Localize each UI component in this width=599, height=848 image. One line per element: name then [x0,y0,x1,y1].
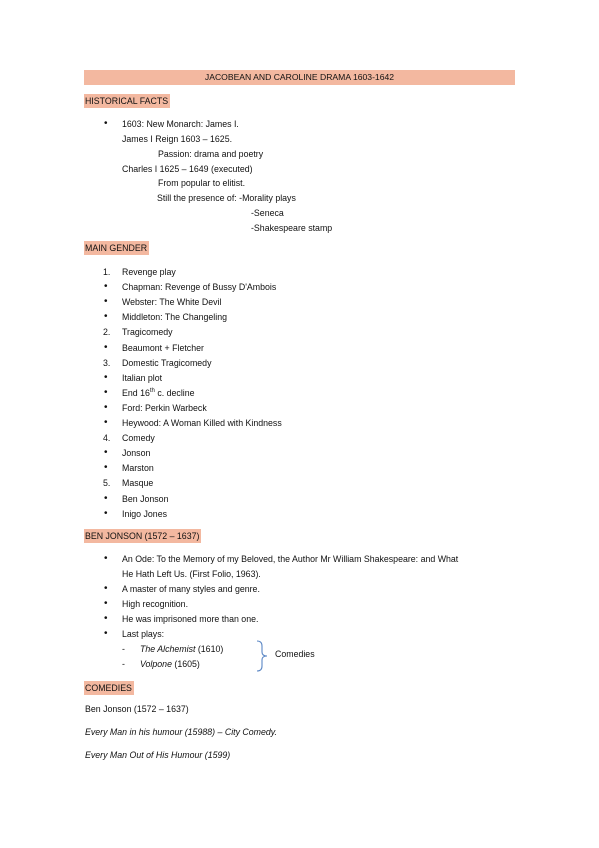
main-gender-item: Webster: The White Devil [122,297,222,307]
historical-line-1: 1603: New Monarch: James I. [122,119,239,129]
historical-line-6: Still the presence of: -Morality plays [157,193,296,203]
bullet-marker: • [104,553,108,564]
main-gender-item: Middleton: The Changeling [122,312,227,322]
main-gender-item: Chapman: Revenge of Bussy D'Ambois [122,282,277,292]
historical-facts-heading: HISTORICAL FACTS [85,96,169,106]
number-marker: 1. [103,267,111,277]
bullet-marker: • [104,342,108,353]
bullet-marker: • [104,508,108,519]
bullet-marker: • [104,628,108,639]
dash-marker: - [122,644,125,654]
bullet-marker: • [104,387,108,398]
historical-line-4: Charles I 1625 – 1649 (executed) [122,164,253,174]
comedies-label: Comedies [275,649,315,659]
bullet-marker: • [104,462,108,473]
jonson-point-2: A master of many styles and genre. [122,584,260,594]
bullet-marker: • [104,281,108,292]
jonson-point-1a: An Ode: To the Memory of my Beloved, the Author Mr William Shakespeare: and What [122,554,459,564]
comedies-line-2: Every Man in his humour (15988) – City Comedy. [85,727,277,737]
last-play-1: The Alchemist (1610) [140,644,224,654]
comedies-heading: COMEDIES [85,683,132,693]
main-gender-item: Marston [122,463,154,473]
jonson-point-3: High recognition. [122,599,189,609]
main-gender-item: Inigo Jones [122,509,167,519]
historical-line-8: -Shakespeare stamp [251,223,333,233]
jonson-point-4: He was imprisoned more than one. [122,614,259,624]
dash-marker: - [122,659,125,669]
number-marker: 5. [103,478,111,488]
historical-line-3: Passion: drama and poetry [158,149,264,159]
bullet-marker: • [104,583,108,594]
bullet-marker: • [104,493,108,504]
number-marker: 3. [103,358,111,368]
bullet-marker: • [104,598,108,609]
bullet-marker: • [104,402,108,413]
bullet-marker: • [104,118,108,129]
main-gender-heading: MAIN GENDER [85,243,148,253]
main-gender-item: Revenge play [122,267,176,277]
main-gender-item: Domestic Tragicomedy [122,358,212,368]
bullet-marker: • [104,447,108,458]
bullet-marker: • [104,311,108,322]
historical-line-7: -Seneca [251,208,284,218]
jonson-point-1b: He Hath Left Us. (First Folio, 1963). [122,569,261,579]
brace-icon [255,640,269,672]
bullet-marker: • [104,613,108,624]
bullet-marker: • [104,417,108,428]
ordinal-suffix: th [149,388,155,395]
jonson-point-5: Last plays: [122,629,165,639]
bullet-marker: • [104,372,108,383]
last-play-2: Volpone (1605) [140,659,200,669]
main-gender-item: Masque [122,478,154,488]
main-gender-item: End 16th c. decline [122,388,195,398]
main-gender-item: Ford: Perkin Warbeck [122,403,207,413]
comedies-line-1: Ben Jonson (1572 – 1637) [85,704,189,714]
bullet-marker: • [104,296,108,307]
main-gender-item: Heywood: A Woman Killed with Kindness [122,418,282,428]
number-marker: 2. [103,327,111,337]
historical-line-2: James I Reign 1603 – 1625. [122,134,233,144]
main-gender-item: Tragicomedy [122,327,173,337]
number-marker: 4. [103,433,111,443]
main-gender-item: Jonson [122,448,151,458]
comedies-line-3: Every Man Out of His Humour (1599) [85,750,231,760]
historical-line-5: From popular to elitist. [158,178,246,188]
main-gender-item: Beaumont + Fletcher [122,343,204,353]
main-gender-item: Ben Jonson [122,494,169,504]
document-title: JACOBEAN AND CAROLINE DRAMA 1603-1642 [84,70,515,85]
ben-jonson-heading: BEN JONSON (1572 – 1637) [85,531,200,541]
main-gender-item: Italian plot [122,373,163,383]
main-gender-item: Comedy [122,433,155,443]
